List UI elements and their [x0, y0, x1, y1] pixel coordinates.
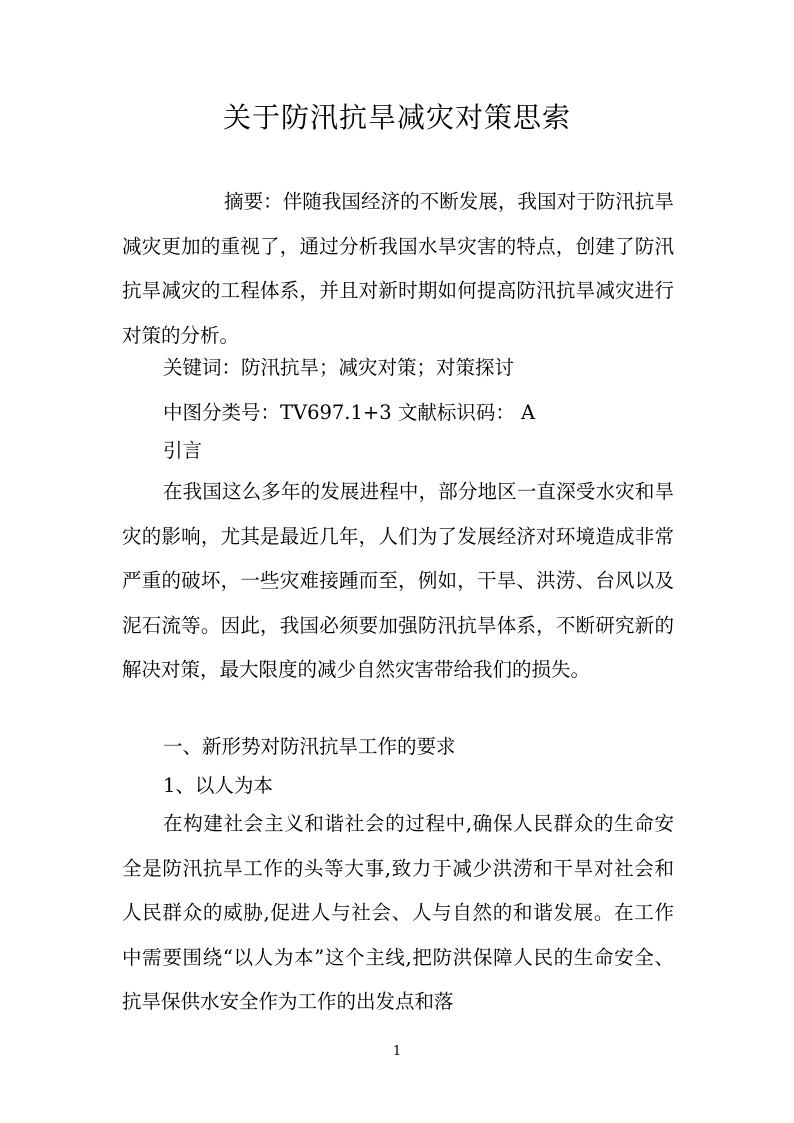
section1-heading: 一、新形势对防汛抗旱工作的要求	[163, 735, 456, 758]
subsection1-heading: 1、以人为本	[163, 774, 273, 797]
intro-paragraph: 在我国这么多年的发展进程中，部分地区一直深受水灾和旱灾的影响，尤其是最近几年，人们为了发展经济对环境造成非常严重的破坏，一些灾难接踵而至，例如，干旱、洪涝、台风以及泥石流等。因此，我国必须要加强防汛抗旱体系，不断研究新的解决对策，最大限度的减少自然灾害带给我们的损失。	[122, 480, 674, 681]
abstract-paragraph: 摘要：伴随我国经济的不断发展，我国对于防汛抗旱减灾更加的重视了，通过分析我国水旱灾害的特点，创建了防汛抗旱减灾的工程体系，并且对新时期如何提高防汛抗旱减灾进行对策的分析。	[122, 190, 674, 347]
page-number: 1	[392, 1044, 402, 1059]
subsection1-paragraph: 在构建社会主义和谐社会的过程中,确保人民群众的生命安全是防汛抗旱工作的头等大事,致力于减少洪涝和干旱对社会和人民群众的威胁,促进人与社会、人与自然的和谐发展。在工作中需要围绕“以人为本”这个主线,把防洪保障人民的生命安全、抗旱保供水安全作为工作的出发点和落	[122, 812, 674, 1013]
intro-heading: 引言	[163, 439, 203, 462]
keywords-line: 关键词：防汛抗旱；减灾对策；对策探讨	[163, 356, 515, 379]
page-title: 关于防汛抗旱减灾对策思索	[222, 101, 571, 134]
classification-line: 中图分类号：TV697.1+3 文献标识码： A	[163, 401, 536, 424]
